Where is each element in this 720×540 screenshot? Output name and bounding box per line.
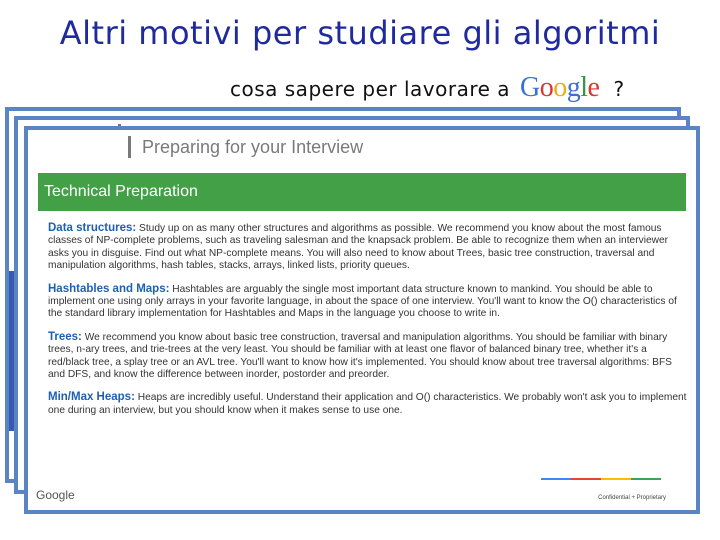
footer-google-logo: Google	[36, 488, 75, 502]
paragraph-text: Heaps are incredibly useful. Understand their application and O() characteristics. We probably won't ask you to implement one during an interview, but you should know when it makes sense to use one.	[48, 392, 687, 416]
logo-letter: g	[566, 72, 581, 103]
paragraph-trees	[48, 331, 688, 382]
google-logo	[520, 72, 599, 104]
subtitle-text: cosa sapere per lavorare a	[230, 77, 511, 101]
subtitle-question-mark: ?	[613, 77, 625, 101]
term-label: Hashtables and Maps:	[48, 282, 170, 295]
document-page	[24, 126, 700, 514]
paragraph-data-structures	[48, 222, 688, 273]
google-color-strip	[541, 478, 661, 480]
document-body	[48, 222, 688, 427]
section-header: Technical Preparation	[38, 173, 686, 211]
logo-letter: o	[539, 72, 554, 103]
paragraph-hashtables	[48, 283, 688, 321]
term-label: Trees:	[48, 330, 82, 343]
slide-title: Altri motivi per studiare gli algoritmi	[59, 14, 661, 52]
document-heading: Preparing for your Interview	[128, 136, 363, 158]
paragraph-text: We recommend you know about basic tree construction, traversal and manipulation algorithms. You should be familiar with binary trees, n-ary trees, and trie-trees at the very least. You should be familiar with at least one flavor of balanced binary tree, whether it's a red/black tree, a splay tree or an AVL tree. You'll want to know how it's implemented. You should know about tree traversal algorithms: BFS and DFS, and know the difference between inorder, postorder and preorder.	[48, 331, 672, 381]
slide-subtitle	[230, 72, 625, 104]
paragraph-heaps	[48, 391, 688, 417]
logo-letter: G	[520, 72, 540, 103]
logo-letter: e	[587, 72, 600, 103]
term-label: Min/Max Heaps:	[48, 391, 135, 404]
term-label: Data structures:	[48, 222, 137, 234]
logo-letter: l	[580, 72, 588, 103]
footer-confidential-note: Confidential + Proprietary	[598, 495, 666, 501]
logo-letter: o	[553, 72, 567, 103]
paragraph-text: Study up on as many other structures and algorithms as possible. We recommend you know about the most famous classes of NP-complete problems, such as traveling salesman and the knapsack problem. Be able to recognize them when an interviewer asks you in disguise. Find out what NP-complete means. You will also need to know about Trees, basic tree construction, traversal and manipulation algorithms, hash tables, stacks, arrays, linked lists, priority queues.	[48, 223, 669, 272]
paragraph-text: Hashtables are arguably the single most important data structure known to mankind. You should be able to implement one using only arrays in your favorite language, in about the space of one interview. You'll want to know the O() characteristics of the standard library implementation for Hashtables and Maps in the language you choose to write in.	[48, 283, 677, 320]
